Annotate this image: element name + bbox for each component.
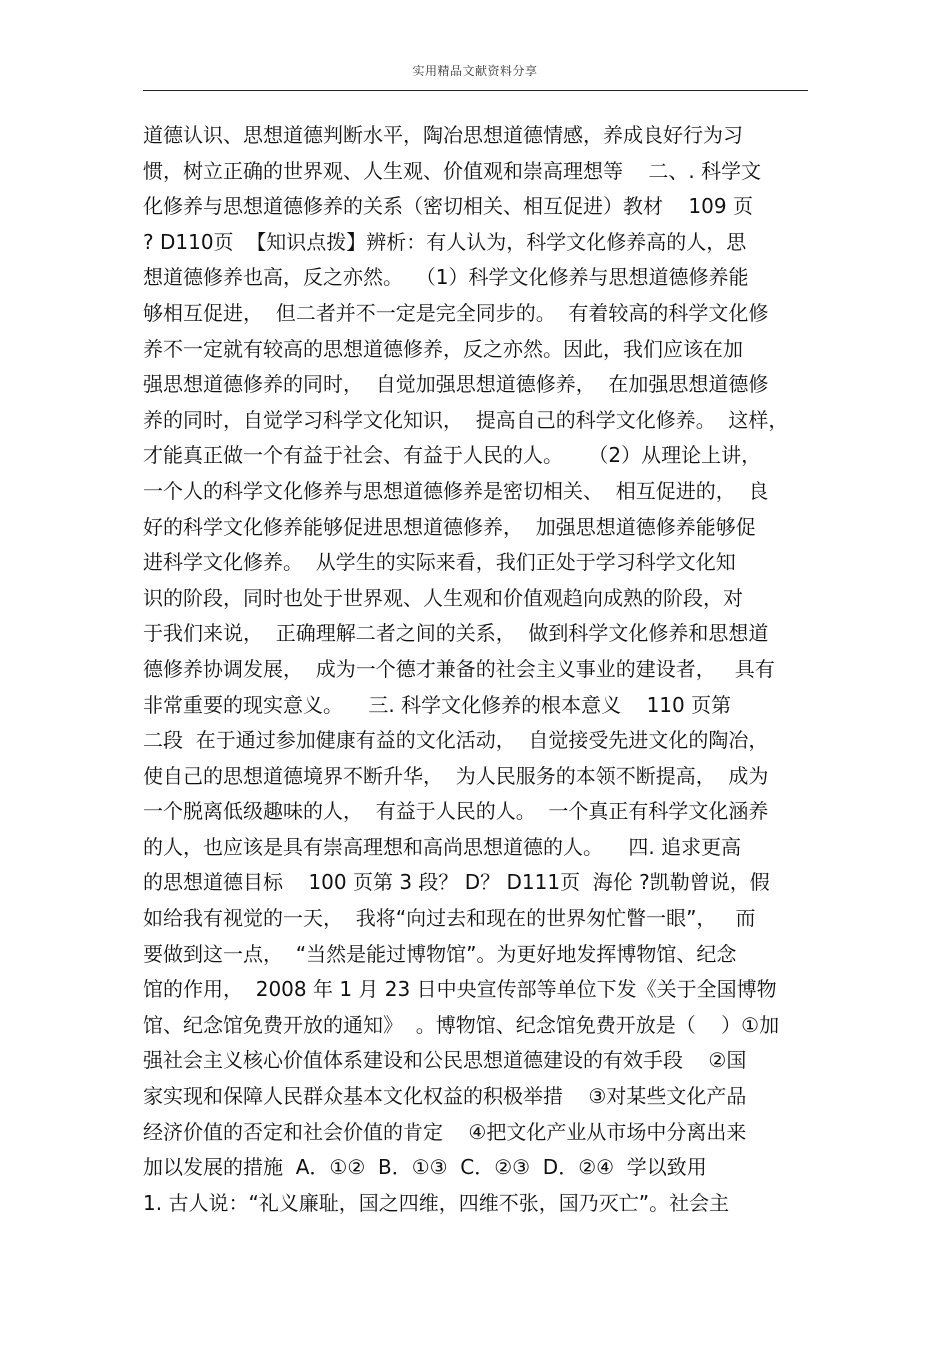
text-line: 于我们来说， 正确理解二者之间的关系， 做到科学文化修养和思想道 bbox=[143, 621, 769, 646]
text-line: 馆、纪念馆免费开放的通知》 。博物馆、纪念馆免费开放是（ ）①加 bbox=[143, 1012, 780, 1037]
text-line: 养的同时，自觉学习科学文化知识， 提高自己的科学文化修养。 这样， bbox=[143, 407, 789, 432]
text-line: 养不一定就有较高的思想道德修养，反之亦然。因此，我们应该在加 bbox=[143, 336, 743, 361]
document-body bbox=[143, 118, 813, 1221]
text-line: ? D110页 【知识点拨】辨析：有人认为，科学文化修养高的人，思 bbox=[143, 229, 747, 254]
text-line: 强社会主义核心价值体系建设和公民思想道德建设的有效手段 ②国 bbox=[143, 1048, 747, 1073]
text-line: 的思想道德目标 100 页第 3 段？ D？ D111页 海伦 ?凯勒曾说，假 bbox=[143, 870, 770, 895]
text-line: 1. 古人说：“礼义廉耻，国之四维，四维不张，国乃灭亡”。社会主 bbox=[143, 1190, 730, 1215]
text-line: 强思想道德修养的同时， 自觉加强思想道德修养， 在加强思想道德修 bbox=[143, 372, 769, 397]
text-line: 加以发展的措施 A．①② B．①③ C．②③ D．②④ 学以致用 bbox=[143, 1155, 707, 1180]
text-line: 使自己的思想道德境界不断升华， 为人民服务的本领不断提高， 成为 bbox=[143, 763, 769, 788]
text-line: 如给我有视觉的一天， 我将“向过去和现在的世界匆忙瞥一眼”， 而 bbox=[143, 906, 756, 931]
text-line: 才能真正做一个有益于社会、有益于人民的人。 （2）从理论上讲， bbox=[143, 443, 762, 468]
text-line: 好的科学文化修养能够促进思想道德修养， 加强思想道德修养能够促 bbox=[143, 514, 756, 539]
text-line: 识的阶段，同时也处于世界观、人生观和价值观趋向成熟的阶段，对 bbox=[143, 585, 743, 610]
text-line: 道德认识、思想道德判断水平，陶冶思想道德情感，养成良好行为习 bbox=[143, 123, 743, 147]
header-divider bbox=[143, 90, 808, 91]
text-line: 德修养协调发展， 成为一个德才兼备的社会主义事业的建设者， 具有 bbox=[143, 656, 775, 681]
text-line: 要做到这一点， “当然是能过博物馆”。为更好地发挥博物馆、纪念 bbox=[143, 941, 737, 966]
text-line: 家实现和保障人民群众基本文化权益的积极举措 ③对某些文化产品 bbox=[143, 1084, 747, 1109]
text-line: 二段 在于通过参加健康有益的文化活动， 自觉接受先进文化的陶冶， bbox=[143, 728, 769, 753]
text-line: 想道德修养也高，反之亦然。 （1）科学文化修养与思想道德修养能 bbox=[143, 265, 749, 290]
text-line: 化修养与思想道德修养的关系（密切相关、相互促进）教材 109 页 bbox=[143, 194, 753, 219]
text-line: 够相互促进， 但二者并不一定是完全同步的。 有着较高的科学文化修 bbox=[143, 300, 769, 325]
text-line: 惯，树立正确的世界观、人生观、价值观和崇高理想等 二、. 科学文 bbox=[143, 158, 762, 183]
page-header-title: 实用精品文献资料分享 bbox=[412, 64, 538, 78]
text-line: 进科学文化修养。 从学生的实际来看，我们正处于学习科学文化知 bbox=[143, 550, 736, 575]
text-line: 馆的作用， 2008 年 1 月 23 日中央宣传部等单位下发《关于全国博物 bbox=[143, 977, 777, 1002]
text-line: 非常重要的现实意义。 三. 科学文化修养的根本意义 110 页第 bbox=[143, 692, 732, 717]
text-line: 一个人的科学文化修养与思想道德修养是密切相关、 相互促进的， 良 bbox=[143, 478, 769, 503]
text-line: 的人，也应该是具有崇高理想和高尚思想道德的人。 四. 追求更高 bbox=[143, 834, 742, 859]
text-line: 经济价值的否定和社会价值的肯定 ④把文化产业从市场中分离出来 bbox=[143, 1119, 747, 1144]
text-line: 一个脱离低级趣味的人， 有益于人民的人。 一个真正有科学文化涵养 bbox=[143, 799, 769, 824]
